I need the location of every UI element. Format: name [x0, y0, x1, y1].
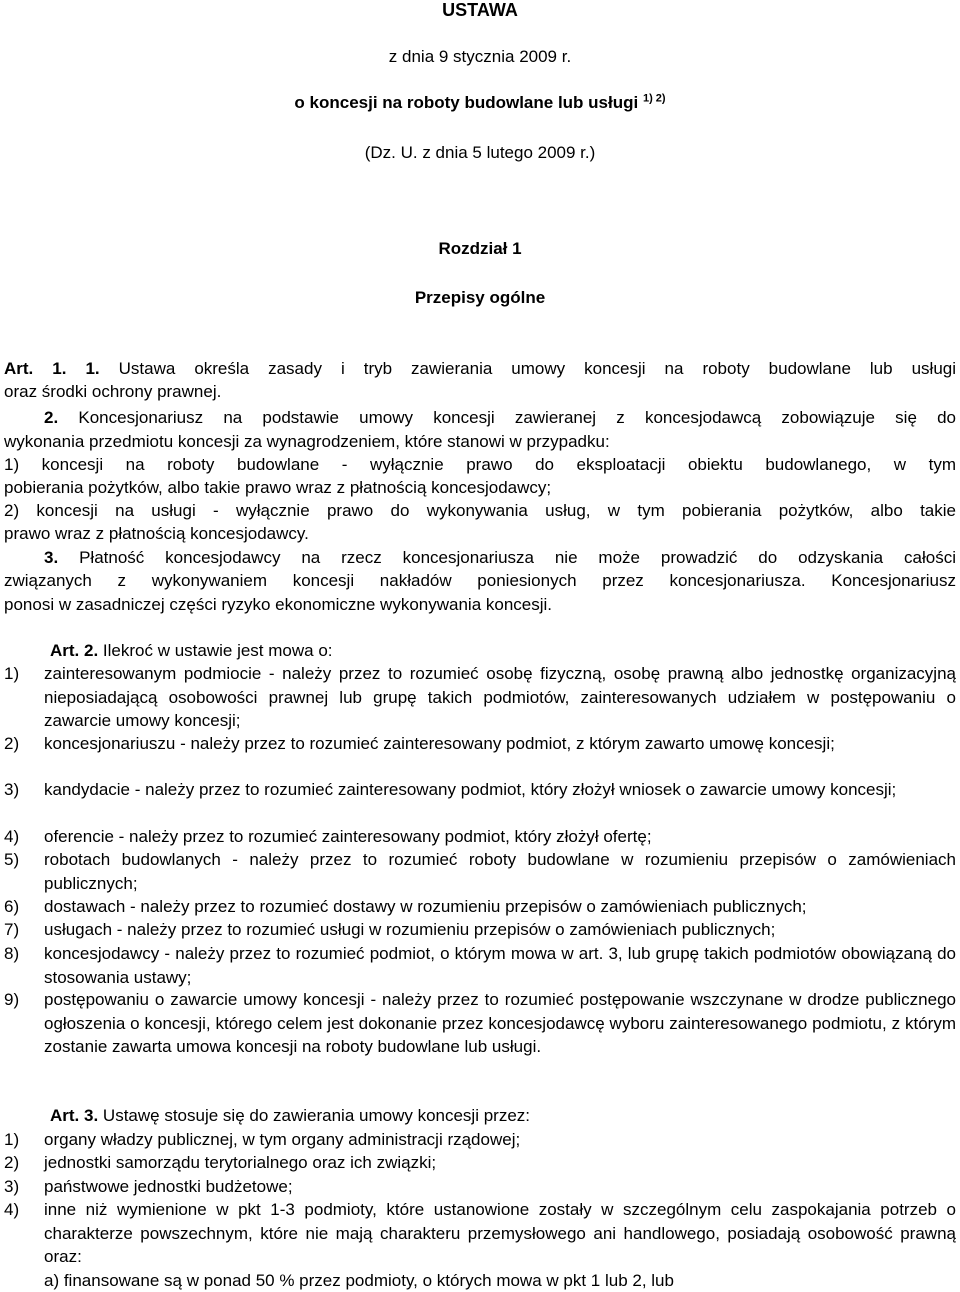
art2-item-text: dostawach - należy przez to rozumieć dostawy w rozumieniu przepisów o zamówieniach publicznych; [44, 897, 807, 916]
art3-item-number: 2) [4, 1153, 20, 1172]
art2-label: Art. 2. [50, 641, 99, 660]
art1-p1-line2: oraz środki ochrony prawnej. [4, 382, 222, 401]
art2-item-number: 7) [4, 920, 20, 939]
art1-p3-number: 3. [44, 548, 59, 567]
art3-item [4, 1128, 956, 1152]
document-subject [0, 93, 960, 113]
art2-item [4, 662, 956, 733]
art2-item-text: robotach budowlanych - należy przez to rozumieć roboty budowlane w rozumieniu przepisów o zamówieniach publicznych; [44, 850, 956, 893]
art3-item4-sub-a: a) finansowane są w ponad 50 % przez podmioty, o których mowa w pkt 1 lub 2, lub [44, 1271, 674, 1290]
art1-p3-line3: ponosi w zasadniczej części ryzyko ekonomiczne wykonywania koncesji. [4, 595, 553, 614]
art3-item-text: państwowe jednostki budżetowe; [44, 1177, 293, 1196]
art1-p2-text: Koncesjonariusz na podstawie umowy koncesji zawieranej z koncesjodawcą zobowiązuje się do [78, 408, 956, 427]
art2-item-number: 9) [4, 990, 20, 1009]
document-title: USTAWA [442, 0, 518, 20]
art2-intro: Ilekroć w ustawie jest mowa o: [102, 641, 333, 660]
art3-item-number: 3) [4, 1177, 20, 1196]
art2-item [4, 825, 956, 849]
document-date: z dnia 9 stycznia 2009 r. [388, 47, 572, 66]
art2-item-number: 5) [4, 850, 20, 869]
chapter-name: Przepisy ogólne [414, 288, 546, 307]
art3-item-text: inne niż wymienione w pkt 1-3 podmioty, które ustanowione zostały w szczególnym celu zaspokajania potrzeb o charakterze powszechnym, które nie mają charakteru przemysłowego ani handlowego, posiadają osobowość prawną oraz: [44, 1200, 956, 1266]
art1-p2-line1 [44, 406, 956, 429]
art1-p2-item2-line2: prawo wraz z płatnością koncesjodawcy. [4, 524, 309, 543]
art2-item-text: usługach - należy przez to rozumieć usługi w rozumieniu przepisów o zamówieniach publicznych; [44, 920, 776, 939]
art2-item [4, 778, 956, 802]
art1-p2-number: 2. [44, 408, 59, 427]
art1-p2-item2-line1: 2) koncesji na usługi - wyłącznie prawo do wykonywania usług, w tym pobierania pożytków, albo takie [4, 501, 956, 520]
art2-item-number: 3) [4, 780, 20, 799]
subject-text: o koncesji na roboty budowlane lub usługi [294, 93, 639, 112]
art2-item-number: 1) [4, 664, 20, 683]
art2-heading [50, 639, 956, 662]
art1-p2-item1-line1: 1) koncesji na roboty budowlane - wyłącznie prawo do eksploatacji obiektu budowlanego, w tym [4, 455, 956, 474]
art2-item-text: postępowaniu o zawarcie umowy koncesji - należy przez to rozumieć postępowanie wszczynane w drodze publicznego ogłoszenia o koncesji, którego celem jest dokonanie przez koncesjodawcę wyboru zainteresowanego podmiotu, z którym zostanie zawarta umowa koncesji na roboty budowlane lub usługi. [44, 990, 956, 1056]
art2-item-text: zainteresowanym podmiocie - należy przez to rozumieć osobę fizyczną, osobę prawną albo jednostkę organizacyjną nieposiadającą osobowości prawnej lub grupę takich podmiotów, zainteresowanych udziałem w postępowaniu o zawarcie umowy koncesji; [44, 664, 956, 730]
art3-item-text: organy władzy publicznej, w tym organy administracji rządowej; [44, 1130, 521, 1149]
art2-item-number: 4) [4, 827, 20, 846]
chapter-number: Rozdział 1 [438, 239, 522, 258]
art2-item [4, 732, 956, 756]
art2-item [4, 848, 956, 895]
art3-intro: Ustawę stosuje się do zawierania umowy koncesji przez: [102, 1106, 530, 1125]
art3-item-number: 4) [4, 1200, 20, 1219]
art2-item-text: kandydacie - należy przez to rozumieć zainteresowany podmiot, który złożył wniosek o zawarcie umowy koncesji; [44, 780, 897, 799]
art2-item [4, 942, 956, 989]
art1-p2-item1-line2: pobierania pożytków, albo takie prawo wraz z płatnością koncesjodawcy; [4, 478, 552, 497]
art2-item-number: 2) [4, 734, 20, 753]
art1-p1-number: 1. [85, 359, 100, 378]
art1-p3-text: Płatność koncesjodawcy na rzecz koncesjonariusza nie może prowadzić do odzyskania całości [79, 548, 956, 567]
art2-item-text: oferencie - należy przez to rozumieć zainteresowany podmiot, który złożył ofertę; [44, 827, 652, 846]
art2-item-number: 8) [4, 944, 20, 963]
art2-item-text: koncesjonariuszu - należy przez to rozumieć zainteresowany podmiot, z którym zawarto umowę koncesji; [44, 734, 835, 753]
art3-item [4, 1175, 956, 1199]
journal-reference: (Dz. U. z dnia 5 lutego 2009 r.) [364, 143, 596, 162]
art2-item [4, 988, 956, 1059]
art3-item-text: jednostki samorządu terytorialnego oraz ich związki; [44, 1153, 437, 1172]
art1-p2-line2: wykonania przedmiotu koncesji za wynagrodzeniem, które stanowi w przypadku: [4, 432, 610, 451]
art1-p1-line1 [4, 357, 956, 380]
art1-p3-line1 [44, 546, 956, 569]
art1-label: Art. 1. [4, 359, 67, 378]
art1-p1-text: Ustawa określa zasady i tryb zawierania umowy koncesji na roboty budowlane lub usługi [118, 359, 956, 378]
art1-p3-line2: związanych z wykonywaniem koncesji nakładów poniesionych przez koncesjonariusza. Koncesjonariusz [4, 571, 956, 590]
art2-item [4, 918, 956, 942]
art2-item-text: koncesjodawcy - należy przez to rozumieć podmiot, o którym mowa w art. 3, lub grupę takich podmiotów obowiązaną do stosowania ustawy; [44, 944, 956, 987]
footnote-refs: 1) 2) [642, 92, 666, 105]
art3-item [4, 1151, 956, 1175]
art2-item [4, 895, 956, 919]
art2-item-number: 6) [4, 897, 20, 916]
art3-item-number: 1) [4, 1130, 20, 1149]
art3-item [4, 1198, 956, 1269]
art3-heading [50, 1104, 956, 1127]
art3-label: Art. 3. [50, 1106, 99, 1125]
